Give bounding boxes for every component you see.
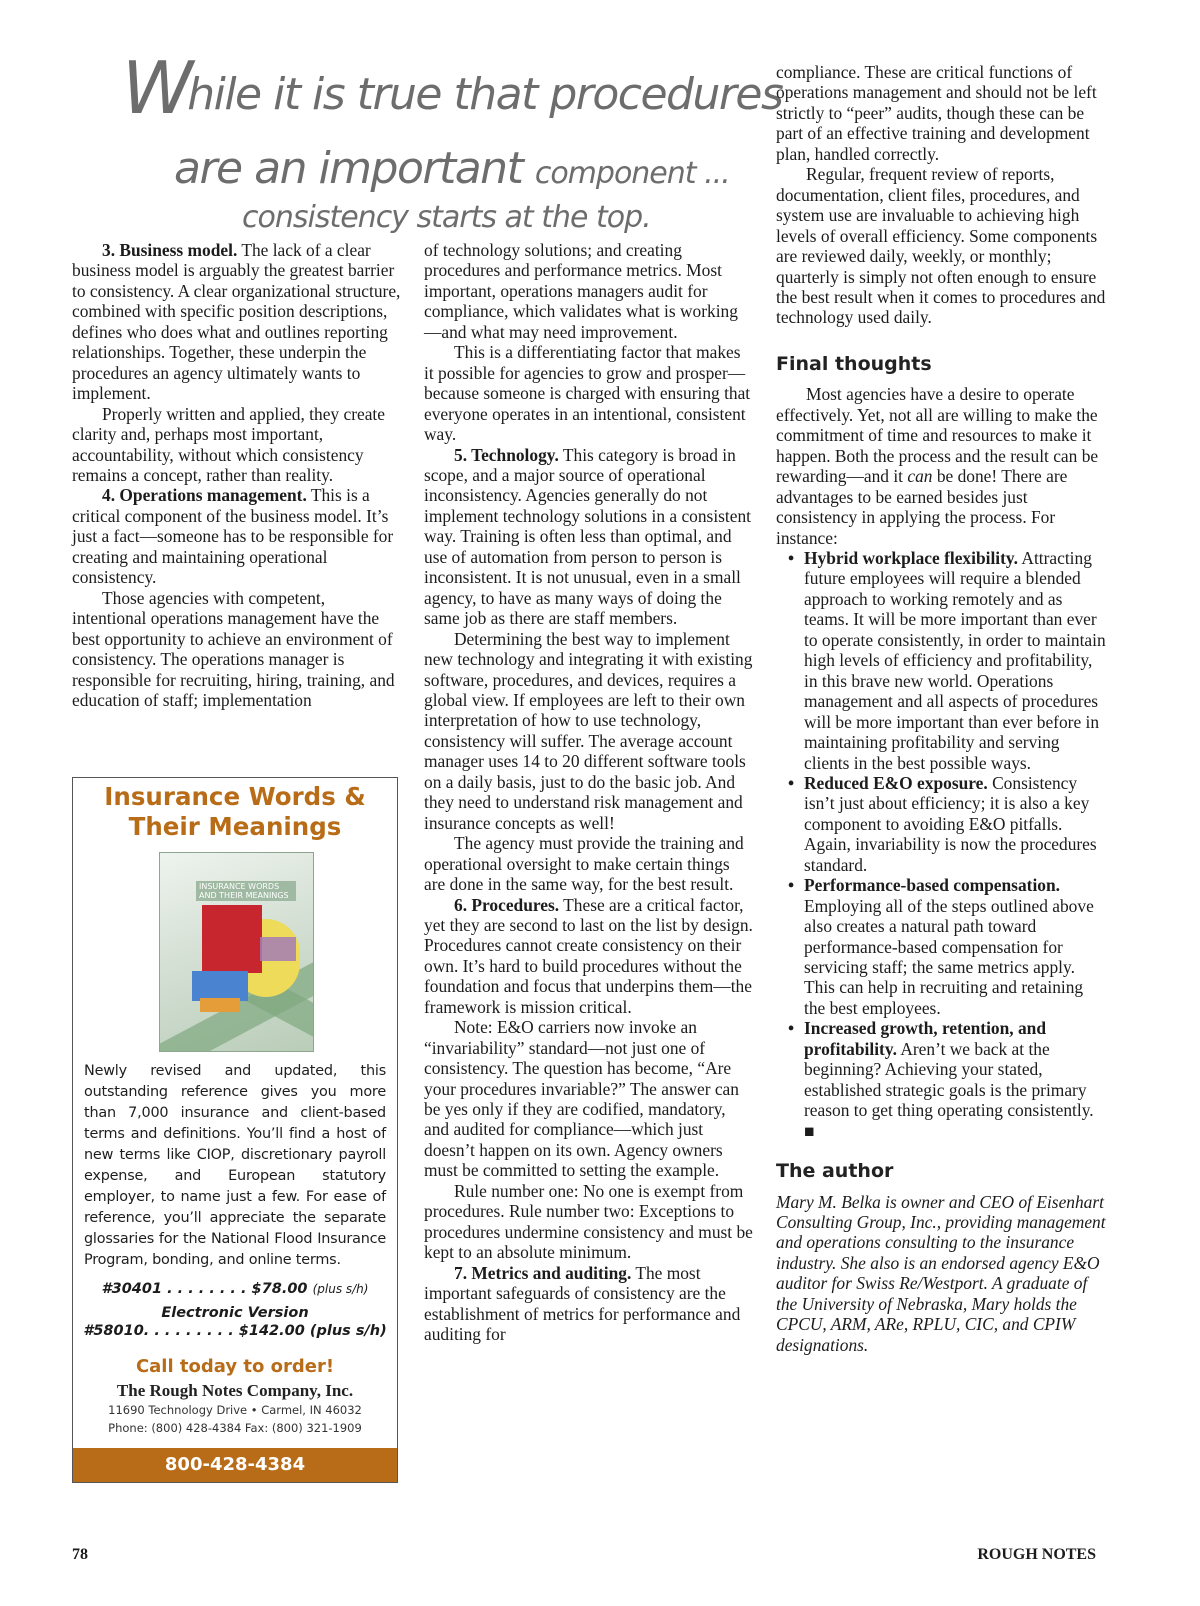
ad-company-name: The Rough Notes Company, Inc. (116, 1381, 354, 1400)
book-cover-shape-blue (192, 971, 248, 1001)
paragraph (776, 384, 1106, 548)
advantages-list (788, 548, 1106, 1141)
paragraph: Properly written and applied, they create clarity and, perhaps most important, accountability, without which consistency remains a concept, rather than reality. (72, 403, 385, 485)
pull-quote-line-1 (122, 46, 783, 130)
book-cover-image (159, 852, 314, 1052)
subhead-operations-management: 4. Operations management. (102, 485, 307, 506)
list-item-title: Reduced E&O exposure. (804, 772, 988, 793)
ad-phone-bar: 800-428-4384 (73, 1448, 397, 1482)
paragraph-technology (424, 445, 754, 629)
paragraph-procedures (424, 895, 754, 1018)
pull-quote-line-2-small: component ... (534, 156, 730, 191)
subhead-technology: 5. Technology. (454, 444, 559, 465)
paragraph: Determining the best way to implement new technology and integrating it with existing software, procedures, and devices, requires a global view. If employees are left to their own interpretation of how to use technology, consistency will suffer. The average account manager uses 14 to 20 different software tools on a daily basis, just to do the basic job. And they need to understand risk management and insurance concepts as well! (424, 628, 753, 833)
book-cover-shape-purple (260, 937, 296, 961)
paragraph-business-model (72, 240, 402, 404)
publication-name: ROUGH NOTES (977, 1546, 1096, 1563)
list-item (788, 1018, 1106, 1141)
ad-description: Newly revised and updated, this outstanding reference gives you more than 7,000 insurance and client-based terms and definitions. You’ll find a host of new terms like CIOP, discretionary payroll expense, and European statutory employer, to name just a few. For ease of reference, you’ll appreciate the separate glossaries for the National Flood Insurance Program, bonding, and online terms. (84, 1063, 386, 1268)
book-cover-shape-orange (200, 998, 240, 1012)
emphasis-text: can (907, 466, 933, 487)
ad-electronic-label: Electronic Version (161, 1305, 309, 1321)
book-cover-title: INSURANCE WORDS AND THEIR MEANINGS (196, 881, 296, 901)
paragraph-text: This is a critical component of the business model. It’s just a fact—someone has to be responsible for creating and maintaining operational consistency. (72, 485, 394, 588)
list-item-text: Consistency isn’t just about efficiency; it is also a key component to avoiding E&O pitfalls. Again, invariability is now the procedures standard. (804, 772, 1097, 875)
paragraph-text: Most agencies have a desire to operate effectively. Yet, not all are willing to make the commitment of time and resources to make it happen. Both the process and the result can be rewarding—and it (776, 384, 1099, 487)
ad-price-electronic: #58010. . . . . . . . . $142.00 (plus s/h) (83, 1323, 387, 1339)
subhead-business-model: 3. Business model. (102, 240, 238, 260)
paragraph-text: The most important safeguards of consistency are the establishment of metrics for performance and auditing for (424, 1262, 741, 1345)
page-number: 78 (72, 1546, 88, 1563)
pull-quote-line-1-text: hile it is true that procedures (187, 69, 783, 120)
pull-quote-line-3: consistency starts at the top. (242, 200, 651, 235)
paragraph: compliance. These are critical functions of operations management and should not be left strictly to “peer” audits, though these can be part of an effective training and development plan, handled correctly. (776, 62, 1097, 164)
list-item (788, 875, 1106, 1018)
article-column-2 (424, 240, 754, 1344)
book-advertisement (72, 777, 398, 1483)
list-item-text: Employing all of the steps outlined above also creates a natural path toward performance-based compensation for servicing staff; the same metrics apply. This can help in recruiting and retaining the best employees. (804, 895, 1094, 1018)
section-heading-author: The author (776, 1160, 894, 1183)
list-item-text: Aren’t we back at the beginning? Achieving your stated, established strategic goals is the primary reason to get thing operating consistently. ■ (804, 1038, 1094, 1141)
paragraph: Those agencies with competent, intentional operations management have the best opportunity to achieve an environment of consistency. The operations manager is responsible for recruiting, hiring, training, and education of staff; implementation (72, 587, 395, 710)
ad-call-to-action: Call today to order! (135, 1356, 335, 1377)
subhead-metrics-auditing: 7. Metrics and auditing. (454, 1262, 632, 1283)
paragraph: The agency must provide the training and operational oversight to make certain things are done in the same way, for the best result. (424, 833, 744, 895)
paragraph: of technology solutions; and creating procedures and performance metrics. Most important, operations managers audit for compliance, which validates what is working—and what may need improvement. (424, 240, 738, 342)
list-item (788, 773, 1106, 875)
book-cover-shape-red (202, 905, 262, 973)
ad-address: 11690 Technology Drive • Carmel, IN 46032 (108, 1403, 362, 1417)
paragraph: Note: E&O carriers now invoke an “invariability” standard—not just one of consistency. The question has become, “Are your procedures invariable?” The answer can be yes only if they are codified, mandatory, and audited for compliance—which just doesn’t happen on its own. Agency owners must be committed to setting the example. (424, 1017, 739, 1181)
list-item-title: Increased growth, retention, and profitability. (804, 1018, 1047, 1059)
ad-price-print-note: (plus s/h) (312, 1282, 369, 1296)
paragraph-operations-management (72, 485, 402, 587)
ad-phone-fax: Phone: (800) 428-4384 Fax: (800) 321-1909 (108, 1421, 362, 1435)
paragraph-text: be done! There are advantages to be earned besides just consistency in applying the process. For instance: (776, 466, 1068, 548)
ad-price-print (73, 1281, 397, 1297)
paragraph-text: The lack of a clear business model is arguably the greatest barrier to consistency. A clear organizational structure, combined with specific position descriptions, defines who does what and outlines reporting relationships. Together, these underpin the procedures an agency ultimately wants to implement. (72, 240, 401, 404)
ad-title: Insurance Words & Their Meanings (104, 782, 366, 841)
author-bio: Mary M. Belka is owner and CEO of Eisenhart Consulting Group, Inc., providing management and operations consulting to the insurance industry. She also is an endorsed agency E&O auditor for Swiss Re/Westport. A graduate of the University of Nebraska, Mary holds the CPCU, ARM, ARe, RPLU, CIC, and CPIW designations. (776, 1191, 1106, 1355)
paragraph: Regular, frequent review of reports, documentation, client files, procedures, and system use are invaluable to achieving high levels of overall efficiency. Some components are reviewed daily, weekly, or monthly; quarterly is simply not often enough to ensure the best result when it comes to procedures and technology used daily. (776, 164, 1106, 328)
list-item-text: Attracting future employees will require a blended approach to working remotely and as teams. It will be more important than ever to operate consistently, in order to maintain high levels of efficiency and profitability, in this brave new world. Operations management and all aspects of procedures will be more important than ever before in maintaining profitability and serving clients in the best possible ways. (804, 547, 1106, 773)
pull-quote-line-2 (174, 144, 730, 199)
section-heading-final-thoughts: Final thoughts (776, 352, 932, 375)
paragraph: Rule number one: No one is exempt from procedures. Rule number two: Exceptions to procedures undermine consistency and must be kept to an absolute minimum. (424, 1180, 753, 1263)
pull-quote-initial: W (122, 46, 188, 130)
list-item (788, 548, 1106, 773)
ad-price-print-value: #30401 . . . . . . . . $78.00 (101, 1281, 308, 1297)
paragraph-text: This category is broad in scope, and a major source of operational inconsistency. Agencies generally do not implement technology solutions in a consistent way. Training is often less than optimal, and use of automation from person to person is inconsistent. It is not unusual, even in a small agency, to have as many ways of doing the same job as there are staff members. (424, 444, 751, 629)
paragraph-metrics (424, 1263, 754, 1345)
list-item-title: Performance-based compensation. (804, 875, 1060, 896)
paragraph: This is a differentiating factor that makes it possible for agencies to grow and prosper—because someone is charged with ensuring that everyone operates in an intentional, consistent way. (424, 342, 751, 445)
article-column-1 (72, 240, 402, 710)
article-column-3 (776, 62, 1106, 1355)
list-item-title: Hybrid workplace flexibility. (804, 547, 1019, 568)
subhead-procedures: 6. Procedures. (454, 894, 560, 915)
paragraph-text: These are a critical factor, yet they are second to last on the list by design. Procedures cannot create consistency on their own. It’s hard to build procedures without the foundation and focus that underpins them—the framework is mission critical. (424, 894, 753, 1017)
pull-quote-line-2-main: are an important (174, 143, 523, 194)
